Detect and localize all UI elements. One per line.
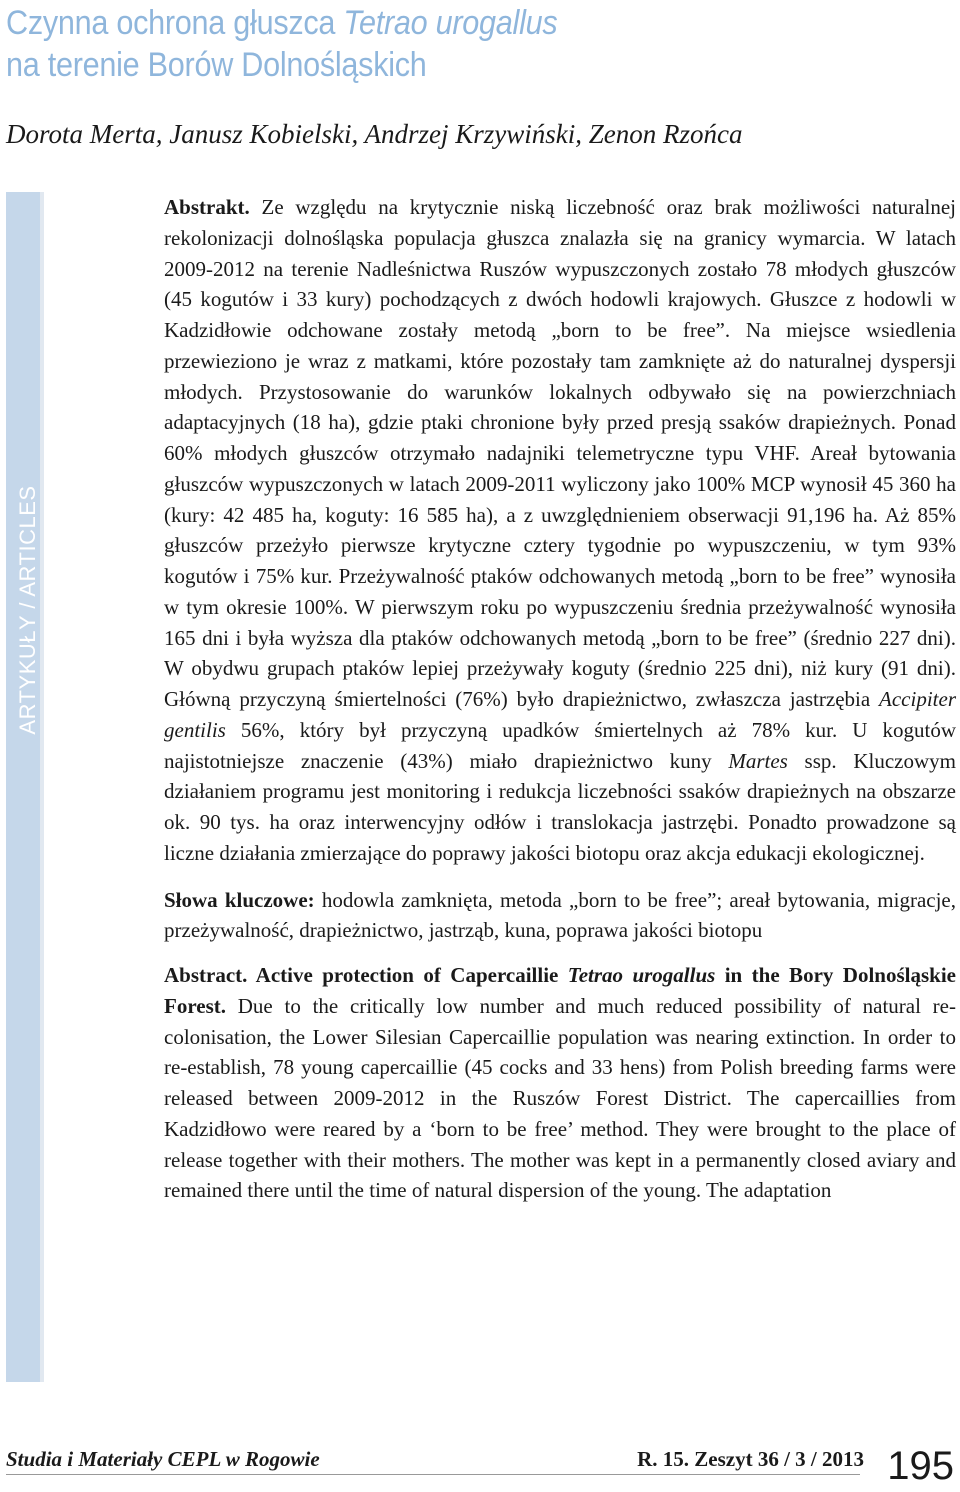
- abstract-en-heading: Abstract. Active protection of Capercaillie Tetrao urogallus in the Bory Dolnośląskie Forest.: [164, 963, 956, 1018]
- section-label: ARTYKUŁY / ARTICLES: [15, 485, 40, 735]
- article-authors: Dorota Merta, Janusz Kobielski, Andrzej Krzywiński, Zenon Rzońca: [6, 119, 743, 149]
- abstract-pl-heading: Abstrakt.: [164, 195, 250, 219]
- issue-info: R. 15. Zeszyt 36 / 3 / 2013: [637, 1447, 864, 1471]
- page-number: 195: [887, 1444, 954, 1488]
- article-body: [164, 192, 956, 1206]
- keywords: Słowa kluczowe: hodowla zamknięta, metoda „born to be free”; areał bytowania, migracje, przeżywalność, drapieżnictwo, jastrząb, kuna, poprawa jakości biotopu: [164, 887, 956, 943]
- journal-name: Studia i Materiały CEPL w Rogowie: [6, 1447, 320, 1471]
- species-name: Accipiter gentilis: [164, 687, 956, 742]
- species-name: Martes: [728, 748, 788, 773]
- title-species: Tetrao urogallus: [343, 4, 558, 42]
- keywords-label: Słowa kluczowe:: [164, 887, 315, 912]
- article-title: [6, 2, 852, 86]
- abstract-en: Abstract. Active protection of Capercaillie Tetrao urogallus in the Bory Dolnośląskie Forest. Due to the critically low number and much reduced possibility of natural re-colonisation, the Lower Silesian Capercaillie population was nearing extinction. In order to re-establish, 78 young capercaillie (45 cocks and 33 hens) from Polish breeding farms were released between 2009-2012 in the Ruszów Forest District. The capercaillies from Kadzidłowo were reared by a ‘born to be free’ method. They were brought to the place of release together with their mothers. The mother was kept in a permanently closed aviary and remained there until the time of natural dispersion of the young. The adaptation: [164, 963, 956, 1203]
- footer-divider: [6, 1474, 860, 1475]
- abstract-pl: Abstrakt. Ze względu na krytycznie niską liczebność oraz brak możliwości naturalnej rekolonizacji dolnośląska populacja głuszca znalazła się na granicy wymarcia. W latach 2009-2012 na terenie Nadleśnictwa Ruszów wypuszczonych zostało 78 młodych głuszców (45 kogutów i 33 kury) pochodzących z dwóch hodowli krajowych. Głuszce z hodowli w Kadzidłowie odchowane zostały metodą „born to be free”. Na miejsce wsiedlenia przewieziono je wraz z matkami, które pozostały tam zamknięte aż do naturalnej dyspersji młodych. Przystosowanie do warunków lokalnych odbywało się na powierzchniach adaptacyjnych (18 ha), gdzie ptaki chronione były przed presją ssaków drapieżnych. Ponad 60% młodych głuszców otrzymało nadajniki telemetryczne typu VHF. Areał bytowania głuszców wypuszczonych w latach 2009-2011 wyliczony jako 100% MCP wynosił 45 360 ha (kury: 42 485 ha, koguty: 16 585 ha), a z uwzględnieniem obserwacji 91,196 ha. Aż 85% głuszców przeżyło pierwsze krytyczne cztery tygodnie po wypuszczeniu, w tym 93% kogutów i 75% kur. Przeżywalność ptaków odchowanych metodą „born to be free” wynosiła w tym okresie 100%. W pierwszym roku po wypuszczeniu średnia przeżywalność wynosiła 165 dni i była wyższa dla ptaków odchowanych metodą „born to be free” (średnio 227 dni). W obydwu grupach ptaków lepiej przeżywały koguty (średnio 225 dni), niż kury (91 dni). Główną przyczyną śmiertelności (76%) było drapieżnictwo, zwłaszcza jastrzębia Accipiter gentilis 56%, który był przyczyną upadków śmiertelnych aż 78% kur. U kogutów najistotniejsze znaczenie (43%) miało drapieżnictwo kuny Martes ssp. Kluczowym działaniem programu jest monitoring i redukcja liczebności ssaków drapieżnych na obszarze ok. 90 tys. ha oraz interwencyjny odłów i translokacja jastrzębi. Ponadto prowadzone są liczne działania zmierzające do poprawy jakości biotopu oraz akcja edukacji ekologicznej.: [164, 195, 956, 865]
- title-line-2: na terenie Borów Dolnośląskich: [6, 46, 427, 84]
- section-sidebar: [6, 192, 44, 1382]
- title-line-1: Czynna ochrona głuszca Tetrao urogallus: [6, 4, 558, 42]
